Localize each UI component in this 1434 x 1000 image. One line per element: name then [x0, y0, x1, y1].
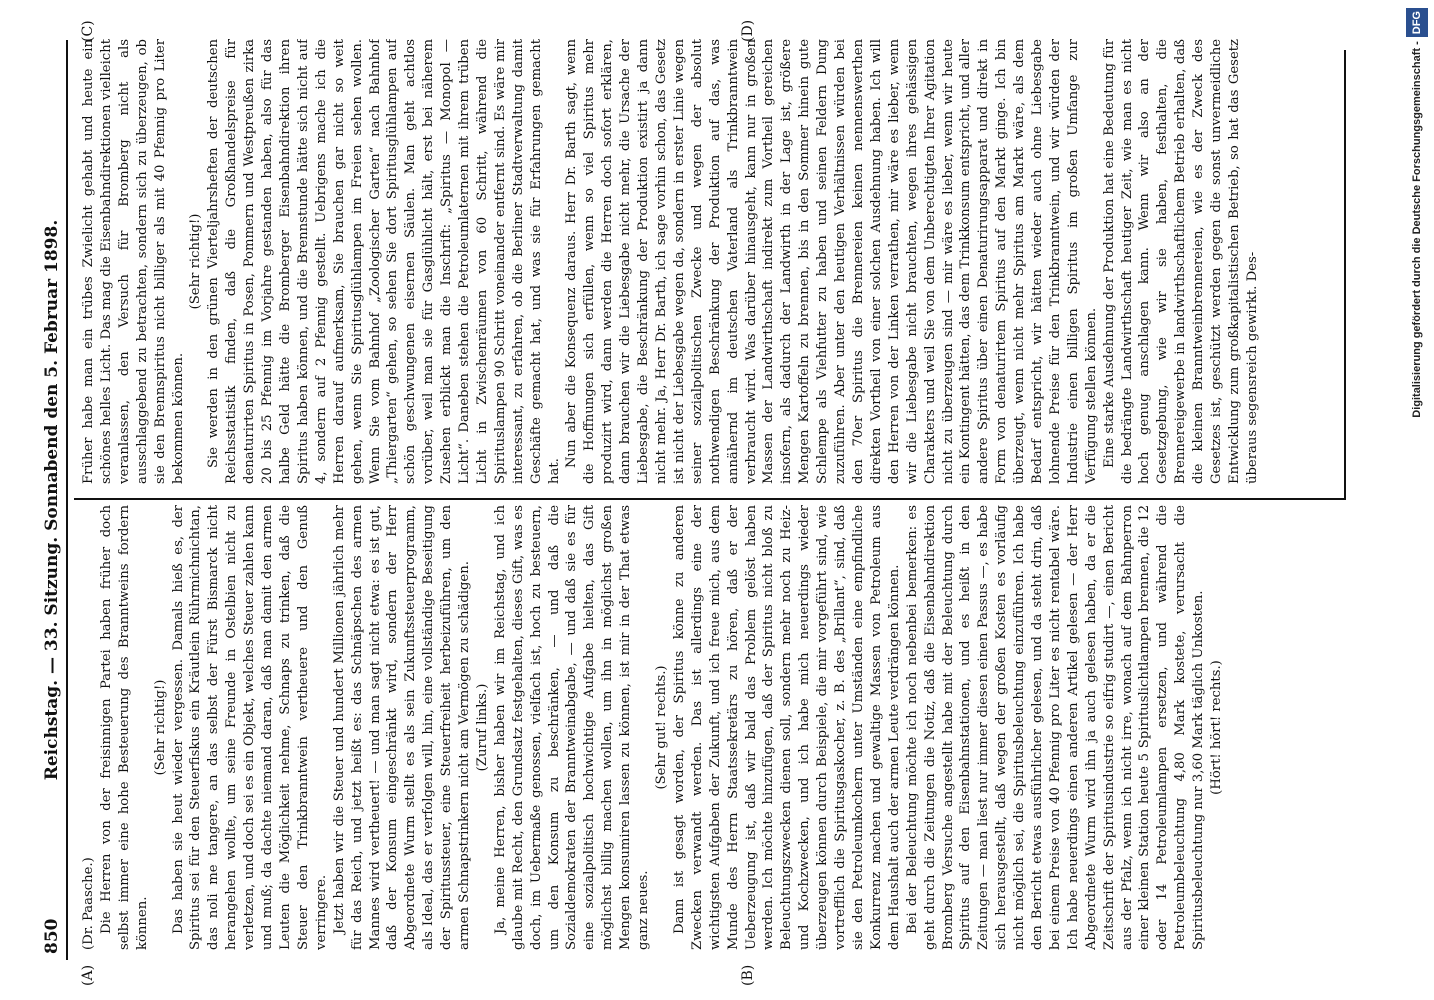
dfg-note [1406, 8, 1428, 998]
paragraph: Früher habe man ein trübes Zwielicht gehabt und heute ein schönes helles Licht. Das mag die Eisenbahndirektionen vielleicht veranlassen, den Versuch für Bromberg nicht als ausschlaggebend zu betrachten, sondern sich zu überzeugen, ob sie den Brennspiritus nicht billiger als mit 40 Pfennig pro Liter bekommen können. [81, 39, 186, 484]
paragraph: Ja, meine Herren, bisher haben wir im Reichstag, und ich glaube mit Recht, den Grundsatz festgehalten, dieses Gift, was es doch, im Uebermaße genossen, vielfach ist, hoch zu besteuern, um den Konsum zu beschränken, — und daß die Sozialdemokraten der Branntweinabgabe, — und daß sie es für eine sozialpolitisch hochwichtige Aufgabe hielten, das Gift möglichst billig machen wollen, um ihn in möglichst großen Mengen konsumiren lassen zu können, ist mir in der That etwas ganz neues. [492, 505, 652, 950]
paragraph: (Dr. Paasche.) [81, 857, 96, 950]
paragraph: Eine starke Ausdehnung der Produktion hat eine Bedeutung für die bedrängte Landwirthschaft heutiger Zeit, wie man es nicht hoch genug anschlagen kann. Wenn wir also an der Gesetzgebung, wie wir sie haben, festhalten, die Brennereigewerbe in landwirthschaftlichem Betrieb erhalten, daß die kleinen Branntweinbrennereien, wie es der Zweck des Gesetzes ist, geschützt werden gegen die sonst unvermeidliche Entwicklung zum großkapitalistischen Betrieb, so hat das Gesetz überaus segensreich gewirkt. Des- [1101, 39, 1260, 484]
margin-label-c: (C) [80, 20, 96, 42]
dfg-logo: DFG [1406, 8, 1428, 37]
paragraph: (Zuruf links.) [474, 683, 490, 772]
margin-label-d: (D) [740, 19, 756, 42]
dfg-sidebar [1404, 0, 1430, 1000]
paragraph: Dann ist gesagt worden, der Spiritus könne zu anderen Zwecken verwandt werden. Das ist allerdings eine der wichtigsten Aufgaben der Zukunft, und ich freue mich, aus dem Munde des Herrn Staatssekretärs zu hören, daß er der Ueberzeugung ist, daß wir bald das Problem gelöst haben werden. Ich möchte hinzufügen, daß der Spiritus nicht bloß zu Beleuchtungszwecken dienen soll, sondern mehr noch zu Heiz- und Kochzwecken, und ich habe mich neuerdings wieder überzeugen können durch Beispiele, die mir vorgeführt sind, wie vortrefflich die Spiritusgaskocher, z. B. des „Brillant“, sind, daß sie den Petroleumkochern unter Umständen eine empfindliche Konkurrenz machen und gewaltige Massen von Petroleum aus dem Haushalt auch der armen Leute verdrängen können. [671, 505, 902, 950]
paragraph: (Sehr gut! rechts.) [654, 665, 669, 790]
right-text-column [80, 39, 1340, 484]
paragraph: Das haben sie heut wieder vergessen. Damals hieß es, der Spiritus sei für den Steuerfiskus ein Kräutlein Rührmichnichtan, das noli me tangere, an das selbst der Fürst Bismarck nicht herangehen wollte, um seine Freunde in Ostelbien nicht zu verletzen, und doch sei es ein Objekt, welches Steuer zahlen kann und muß; da dachte niemand daran, daß man damit den armen Leuten die Möglichkeit nehme, Schnaps zu trinken, daß die Steuer den Trinkbranntwein vertheuere und den Genuß verringere. [170, 505, 329, 950]
dfg-note-text: Digitalisierung gefördert durch die Deutsche Forschungsgemeinschaft - [1411, 41, 1423, 418]
header-rule [66, 40, 68, 960]
page-number: 850 [42, 918, 62, 954]
paragraph: (Hört! hört! rechts.) [1209, 660, 1225, 795]
margin-label-a: (A) [80, 964, 96, 986]
left-text-column [80, 505, 1340, 950]
column-divider [74, 498, 1344, 500]
paragraph: Jetzt haben wir die Steuer und hundert Millionen jährlich mehr für das Reich, und jetzt heißt es: das Schnäpschen des armen Mannes wird vertheuert! — und man sagt nicht etwa: es ist gut, daß der Konsum eingeschränkt wird, sondern der Herr Abgeordnete Wurm stellt es als sein Zukunftssteuerprogramm, als Ideal, das er verfolgen will, hin, eine vollständige Beseitigung der Spiritussteuer, eine Steuerfreiheit herbeizuführen, um den armen Schnapstrinkern nicht am Vermögen zu schädigen. [331, 505, 473, 950]
paragraph: (Sehr richtig!) [188, 213, 204, 310]
paragraph: (Sehr richtig!) [152, 679, 168, 776]
footer-rule [1344, 50, 1346, 500]
paragraph: Nun aber die Konsequenz daraus. Herr Dr. Barth sagt, wenn die Hoffnungen sich erfüllen, wenn so viel Spiritus mehr produzirt wird, dann werden die Herren doch sofort erklären, dann brauchen wir die Liebesgabe nicht mehr, die Ursache der Liebesgabe, die Beschränkung der Produktion existirt ja dann nicht mehr. Ja, Herr Dr. Barth, ich sage vorhin schon, das Gesetz ist nicht der Liebesgabe wegen da, sondern in erster Linie wegen seiner sozialpolitischen Zwecke und wegen der absolut nothwendigen Beschränkung der Produktion auf das, was annähernd im deutschen Vaterland als Trinkbranntwein verbraucht wird. Was darüber hinausgeht, kann nur in großen Massen der Landwirthschaft indirekt zum Vortheil gereichen insofern, als dadurch der Landwirth in der Lage ist, größere Mengen Kartoffeln zu brennen, bis in den Sommer hinein gute Schlempe als Viehfutter zu haben und seinen Feldern Dung zuzuführen. Aber unter den heutigen Verhältnissen würden bei den 70er Spiritus die Brennereien keinen nennenswerthen direkten Vortheil von einer solchen Ausdehnung haben. Ich will den Herren von der Linken verrathen, mir wäre es lieber, wenn wir die Liebesgabe nicht brauchten, wegen ihres gehässigen Charakters und weil Sie von dem Unberechtigten Ihrer Agitation nicht zu überzeugen sind — mir wäre es lieber, wenn wir heute ein Kontingent hätten, das dem Trinkkonsum entspricht, und aller andere Spiritus über einen Denaturirungsapparat und direkt in Form von denaturirtem Spiritus auf den Markt ginge. Ich bin überzeugt, wenn nicht mehr Spiritus am Markt wäre, als dem Bedarf entspricht, wir hätten wieder auch ohne Liebesgabe lohnende Preise für den Trinkbranntwein, und wir würden der Industrie einen billigen Spiritus im großen Umfange zur Verfügung stellen können. [564, 39, 1099, 484]
page-title: Reichstag. — 33. Sitzung. Sonnabend den 5. Februar 1898. [42, 219, 62, 781]
paragraph: Bei der Beleuchtung möchte ich noch nebenbei bemerken: es geht durch die Zeitungen die Notiz, daß die Eisenbahndirektion Bromberg Versuche angestellt habe mit der Beleuchtung durch Spiritus auf den Eisenbahnstationen, und es heißt in den Zeitungen — man liest nur immer diesen einen Passus —, es habe sich herausgestellt, daß wegen der großen Kosten es vorläufig nicht möglich sei, die Spiritusbeleuchtung einzuführen. Ich habe den Bericht etwas ausführlicher gelesen, und da steht drin, daß bei einem Preise von 40 Pfennig pro Liter es nicht rentabel wäre. Ich habe neuerdings einen anderen Artikel gelesen — der Herr Abgeordnete Wurm wird ihn ja auch gelesen haben, da er die Zeitschrift der Spiritusindustrie so eifrig studirt —, einen Bericht aus der Pfalz, wenn ich nicht irre, wonach auf dem Bahnperron einer kleinen Station heute 5 Spirituslichtlampen brennen, die 12 oder 14 Petroleumlampen ersetzen, und während die Petroleumbeleuchtung 4,80 Mark kostete, verursacht die Spiritusbeleuchtung nur 3,60 Mark täglich Unkosten. [904, 505, 1207, 950]
margin-label-b: (B) [740, 964, 756, 986]
paragraph: Die Herren von der freisinnigen Partei haben früher doch selbst immer eine hohe Besteuerung des Branntweins fordern können. [98, 505, 150, 950]
paragraph: Sie werden in den grünen Vierteljahrsheften der deutschen Reichsstatistik finden, daß die Großhandelspreise für denaturirten Spiritus in Posen, Pommern und Westpreußen zirka 20 bis 25 Pfennig im Vorjahre gestanden haben, also für das halbe Geld hätte die Bromberger Eisenbahndirektion ihren Spiritus haben können, und die Brennstunde hätte sich nicht auf 4, sondern auf 2 Pfennig gestellt. Uebrigens mache ich die Herren darauf aufmerksam, Sie brauchen gar nicht so weit gehen, wenn Sie Spiritusglühlampen im Freien sehen wollen. Wenn Sie vom Bahnhof „Zoologischer Garten“ nach Bahnhof „Thiergarten“ gehen, so sehen Sie dort Spiritusglühlampen auf schön geschwungenen eisernen Säulen. Man geht achtlos vorüber, weil man sie für Gasglühlicht hält, erst bei näherem Zusehen erblickt man die Inschrift: „Spiritus — Monopol — Licht“. Daneben stehen die Petroleumlaternen mit ihrem trüben Licht in Zwischenräumen von 60 Schritt, während die Spirituslampen 90 Schritt voneinander entfernt sind. Es wäre mir interessant, zu erfahren, ob die Berliner Stadtverwaltung damit Geschäfte gemacht hat, und was sie für Erfahrungen gemacht hat. [206, 39, 562, 484]
